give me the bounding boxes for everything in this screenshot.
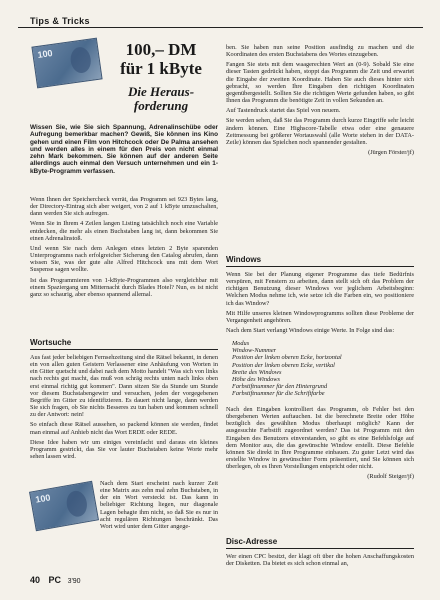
wortsuche-paragraph: Diese Idee haben wir um einiges vereinfacht und daraus ein kleines Programm gestrickt, das Sie vor lauter Buchstaben keine Worte mehr sehen lassen wird. (30, 438, 218, 461)
list-item: Breite des Windows (232, 368, 282, 376)
windows-body (226, 271, 414, 337)
lead-paragraph: Wissen Sie, wie Sie sich Spannung, Adrenalinschübe oder Aufregung bemerkbar machen? Gewiß, Sie können ins Kino gehen und einen Film von Hitchcock oder De Palma ansehen und werden alles in einem für den Preis von nicht einmal zehn Mark bekommen. Sie können auf der anderen Seite allerdings auch einmal den Versuch unternehmen und ein 1-kByte-Programm verfassen. (30, 124, 218, 175)
list-item: Position der linken oberen Ecke, vertikal (232, 361, 335, 369)
list-item: Position der linken oberen Ecke, horizontal (232, 354, 342, 362)
list-item: Farbstiftnummer für den Hintergrund (232, 383, 328, 391)
disc-paragraph: Wer einen CPC besitzt, der klagt oft über die hohen Anschaffungskosten der Disketten. Da bietet es sich schon einmal an, (226, 553, 414, 568)
issue-number: 3'90 (67, 578, 81, 585)
banknote-portrait (65, 489, 89, 518)
author-signature: (Rudolf Steiger/jf) (367, 473, 414, 481)
body-paragraph: Auf Tastendruck startet das Spiel von neuem. (226, 107, 341, 115)
banknote-value: 100 (36, 47, 54, 60)
subheadline-line-2: forderung (133, 98, 189, 113)
wortsuche-wrap (100, 480, 218, 533)
windows-paragraph: Nach dem Start verlangt Windows einige Werte. In Folge sind das: (226, 327, 395, 335)
windows-paragraph: Wenn Sie bei der Planung eigener Programme das tiefe Bedürfnis verspüren, mit Fenstern zu arbeiten, dann stellt sich oft das Problem der richtigen Benutzung dieser Windows vor jeglichem Arbeitsbeginn: Welchen Modus nehme ich, wie setze ich die Farben ein, wo positioniere ich das Window? (226, 271, 414, 307)
body-paragraph: Fangen Sie stets mit dem waagerechten Wert an (0-9). Sobald Sie eine dieser Tasten gedrückt haben, stoppt das Programm die Zeit und erwartet die Eingabe der zweiten Koordinate. Haben Sie auch dieses hinter sich gebracht, so werden Ihre Eingaben den richtigen Koordinaten gegenübergestellt. Sollten Sie die richtigen Werte gefunden haben, so gibt Ihnen das Programm die benötigte Zeit in vollen Sekunden an. (226, 61, 414, 105)
page-footer (30, 575, 81, 585)
intro-paragraph: Wenn Ihnen der Speichercheck verrät, das Programm sei 923 Bytes lang, der Directory-Eintrag sich aber weigert, von 2 auf 1 kByte umzuschalten, dann werden Sie sich aufregen. (30, 196, 218, 218)
parameter-list (232, 340, 412, 398)
windows-heading: Windows (226, 255, 262, 264)
windows-rule (226, 266, 414, 267)
wortsuche-paragraph: Aus fast jeder beliebigen Fernsehzeitung sind die Rätsel bekannt, in denen ein von allen guten Geistern Verlassener eine Anhäufung von Worten in ein Gitter quetscht und dabei nach dem Motto handelt "Was sich von links nach rechts gut macht, das muß von schräg rechts unten nach links oben erst einmal richtig gut kommen". Dann sitzen Sie da Stunde um Stunde vor diesem Buchstabengewirr und versuchen, jeden der vorgegebenen Begriffe im Gitter zu identifizieren. Es dauert nicht lange, dann werden Sie sich fragen, ob Sie nichts Besseres zu tun haben und kommen schnell zu der Antwort: nein! (30, 354, 218, 419)
wortsuche-rule (30, 349, 218, 350)
windows-paragraph: Mit Hilfe unseres kleinen Windowprogramms sollten diese Probleme der Vergangenheit angehören. (226, 309, 414, 324)
list-item: Farbstiftnummer für die Schriftfarbe (232, 390, 325, 398)
windows-paragraph: Nach den Eingaben kontrolliert das Programm, ob Fehler bei den übergebenen Werten auftauchen. Ist die berechnete Breite oder Höhe bezüglich des gewählten Modus überhaupt möglich? Kann der ausgesuchte Farbstift zugeordnet werden? Das ist Programm mit den Eingaben des Benutzers einverstanden, so gibt es eine Befehlsfolge auf dem Monitor aus, die das gewünschte Window erstellt. Diese Befehle können Sie direkt in Ihre Programme einbauen. Zu guter Letzt wird das erstellte Window in gewünschter Form präsentiert, und Sie können sich überlegen, ob es Ihren Vorstellungen entspricht oder nicht. (226, 406, 414, 471)
intro-paragraph: Und wenn Sie nach dem Anlegen eines letzten 2 Byte sparenden Unterprogramms nach erfolgreicher Sicherung den Catalog abrufen, dann wissen Sie, was der gute alte Alfred Hitchcock uns mit dem Wort Suspense sagen wollte. (30, 244, 218, 274)
magazine-logo: PC (48, 575, 62, 585)
wortsuche-paragraph: So einfach diese Rätsel aussehen, so packend können sie werden, findet man einmal auf Anhieb nicht das Wort ERDE oder REDE. (30, 421, 218, 436)
intro-body (30, 196, 218, 301)
banknote-portrait (69, 46, 92, 75)
list-item: Höhe des Windows (232, 376, 280, 384)
wortsuche-paragraph: Nach dem Start erscheint nach kurzer Zeit eine Matrix aus zehn mal zehn Buchstaben, in der ein Wort versteckt ist. Das kann in beliebiger Richtung liegen, nur diagonale Lagen behagte ihm nicht, so daß Sie es nur in acht regulären Richtungen beschränkt. Das Wort wird unter dem Gitter angege- (100, 480, 218, 530)
list-item: Window-Nummer (232, 347, 277, 355)
wortsuche-body (30, 354, 218, 463)
author-signature: (Jürgen Förster/jf) (368, 149, 414, 157)
windows-body-2 (226, 406, 414, 484)
disc-rule (226, 548, 414, 549)
list-item: Modus (232, 340, 250, 347)
banknote-value: 100 (34, 492, 52, 505)
banknote-image (31, 38, 102, 89)
headline-line-1: 100,– DM (125, 40, 197, 59)
page-number: 40 (30, 575, 41, 585)
headline (104, 40, 218, 78)
disc-heading: Disc-Adresse (226, 537, 278, 546)
wortsuche-heading: Wortsuche (30, 338, 72, 347)
headline-line-2: für 1 kByte (120, 59, 202, 78)
right-body (226, 44, 414, 159)
body-paragraph: ben. Sie haben nun seine Position ausfindig zu machen und die Koordinaten des ersten Buchstabens des Wortes einzugeben. (226, 44, 414, 59)
intro-paragraph: Ist das Programmieren von 1-kByte-Programmen also vergleichbar mit einem Spaziergang um Mitternacht durch Blades Hotel? Nun, es ist nicht ganz so schaurig, aber ebenso spannend allemal. (30, 276, 218, 298)
subheadline-line-1: Die Heraus- (127, 84, 195, 99)
section-label: Tips & Tricks (30, 16, 90, 26)
intro-paragraph: Wenn Sie in Ihrem 4 Zeilen langen Listing tatsächlich noch eine Variable entdecken, die mehr als einen Buchstaben lang ist, dann bekommen Sie einen Adrenalinstoß. (30, 220, 218, 242)
disc-body (226, 553, 414, 570)
subheadline (104, 85, 218, 113)
body-paragraph: Sie werden sehen, daß Sie das Programm durch kurze Eingriffe sehr leicht ändern können. Eine Highscore-Tabelle etwa oder eine genauere Zeitmessung bei größerer Wortauswahl (alle Worte stehen in der DATA-Zeile) können das Spielchen noch spannender gestalten. (226, 117, 414, 146)
banknote-image-bottom (29, 481, 99, 532)
